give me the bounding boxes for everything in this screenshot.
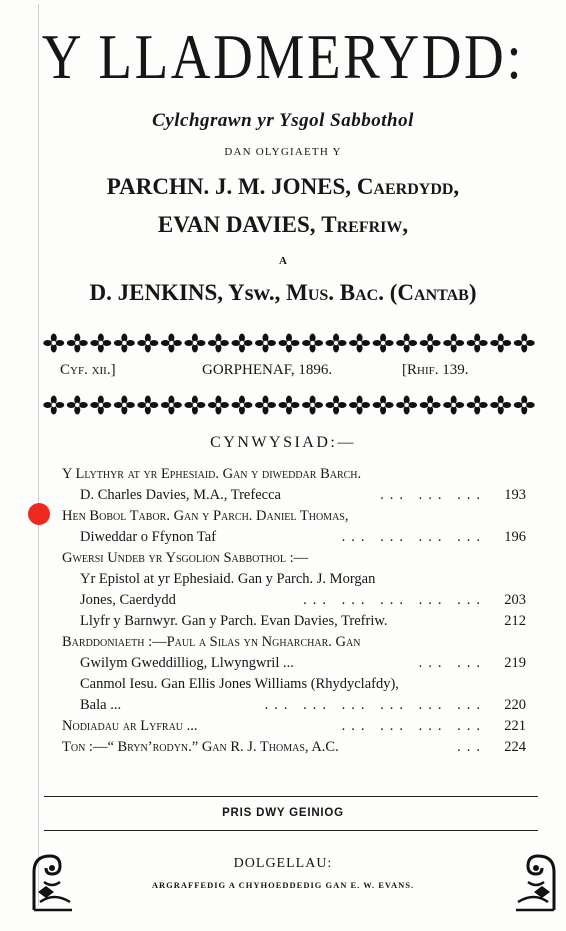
contents-leader-dots: ... ... ... ... ... xyxy=(303,592,486,608)
fleuron-icon xyxy=(514,334,535,353)
fleuron-icon xyxy=(208,334,229,353)
contents-page-number: 220 xyxy=(504,697,526,713)
fleuron-icon xyxy=(114,334,135,353)
fleuron-icon xyxy=(114,396,135,415)
contents-leader-dots: ... ... xyxy=(418,655,486,671)
contents-leader-dots: ... ... ... xyxy=(380,487,486,503)
contents-page-number: 224 xyxy=(504,739,526,755)
fleuron-icon xyxy=(490,396,511,415)
fleuron-icon xyxy=(161,334,182,353)
contents-leader-dots: ... ... ... ... xyxy=(341,529,486,545)
contents-entry-text: D. Charles Davies, M.A., Trefecca xyxy=(80,487,281,503)
contents-entry xyxy=(62,590,526,611)
price-label: PRIS DWY GEINIOG xyxy=(222,807,344,819)
publication-place: DOLGELLAU: xyxy=(233,856,333,871)
contents-entry xyxy=(62,527,526,548)
fleuron-border-top xyxy=(42,332,536,354)
contents-entry xyxy=(62,716,526,737)
issue-volume: Cyf. xii.] xyxy=(60,362,116,378)
fleuron-icon xyxy=(184,396,205,415)
contents-page-number: 196 xyxy=(504,529,526,545)
contents-heading: CYNWYSIAD:— xyxy=(210,434,356,451)
fleuron-icon xyxy=(231,396,252,415)
fleuron-icon xyxy=(396,334,417,353)
contents-entry xyxy=(62,506,526,527)
editor-university: (Cantab) xyxy=(389,280,477,305)
fleuron-border-bottom xyxy=(42,394,536,416)
fleuron-icon xyxy=(349,334,370,353)
fleuron-icon xyxy=(43,334,64,353)
contents-page-number: 219 xyxy=(504,655,526,671)
contents-entry xyxy=(62,611,526,632)
contents-page-number: 193 xyxy=(504,487,526,503)
fleuron-icon xyxy=(90,334,111,353)
contents-entry-text: Gwilym Gweddilliog, Llwyngwril ... xyxy=(80,655,294,671)
fleuron-icon xyxy=(373,334,394,353)
editor-name: PARCHN. J. M. JONES, xyxy=(106,174,352,199)
fleuron-icon xyxy=(514,396,535,415)
fleuron-icon xyxy=(279,334,300,353)
contents-entry-text: Canmol Iesu. Gan Ellis Jones Williams (Rhydyclafdy), xyxy=(80,676,399,692)
contents-entry-text: Y Llythyr at yr Ephesiaid. Gan y diweddar Barch. xyxy=(62,466,362,482)
contents-entry xyxy=(62,674,526,695)
contents-leader-dots: ... xyxy=(457,739,486,755)
fleuron-icon xyxy=(420,396,441,415)
contents-entry-text: Hen Bobol Tabor. Gan y Parch. Daniel Thomas, xyxy=(62,508,349,524)
editor-name: D. JENKINS, xyxy=(89,280,224,305)
contents-entry-text: Llyfr y Barnwyr. Gan y Parch. Evan Davies, Trefriw. xyxy=(80,613,388,629)
divider-rule xyxy=(44,796,538,797)
fleuron-icon xyxy=(67,396,88,415)
contents-entry xyxy=(62,695,526,716)
fleuron-icon xyxy=(490,334,511,353)
contents-entry xyxy=(62,464,526,485)
table-of-contents xyxy=(62,464,526,758)
editor-line-2 xyxy=(0,212,566,238)
fleuron-icon xyxy=(67,334,88,353)
editor-line-3 xyxy=(0,280,566,306)
editor-intro: DAN OLYGIAETH Y xyxy=(224,146,342,158)
editor-title: Ysw., xyxy=(227,280,281,305)
editor-degree: Mus. Bac. xyxy=(286,280,384,305)
editor-conjunction: A xyxy=(279,255,287,267)
editor-line-1 xyxy=(0,174,566,200)
fleuron-icon xyxy=(43,396,64,415)
fleuron-icon xyxy=(467,334,488,353)
editor-place: Caerdydd, xyxy=(356,174,460,199)
fleuron-icon xyxy=(467,396,488,415)
contents-entry xyxy=(62,737,526,758)
contents-entry-text: Gwersi Undeb yr Ysgolion Sabbothol :— xyxy=(62,550,309,566)
fleuron-icon xyxy=(137,334,158,353)
fleuron-icon xyxy=(420,334,441,353)
fleuron-icon xyxy=(373,396,394,415)
fleuron-icon xyxy=(279,396,300,415)
contents-entry xyxy=(62,548,526,569)
contents-entry-text: Jones, Caerdydd xyxy=(80,592,176,608)
fleuron-icon xyxy=(137,396,158,415)
issue-date: GORPHENAF, 1896. xyxy=(202,362,333,378)
contents-entry xyxy=(62,485,526,506)
contents-entry-text: Yr Epistol at yr Ephesiaid. Gan y Parch. J. Morgan xyxy=(80,571,376,587)
fleuron-icon xyxy=(443,396,464,415)
contents-entry-text: Diweddar o Ffynon Taf xyxy=(80,529,217,545)
divider-rule xyxy=(44,830,538,831)
editor-place: Trefriw, xyxy=(321,212,409,237)
fleuron-icon xyxy=(184,334,205,353)
contents-entry xyxy=(62,569,526,590)
magazine-title: Y LLADMERYDD: xyxy=(41,21,525,92)
fleuron-icon xyxy=(443,334,464,353)
fleuron-icon xyxy=(302,334,323,353)
contents-page-number: 221 xyxy=(504,718,526,734)
contents-entry-text: Nodiadau ar Lyfrau ... xyxy=(62,718,198,734)
editor-name: EVAN DAVIES, xyxy=(157,212,316,237)
contents-entry-text: Ton :—“ Bryn’rodyn.” Gan R. J. Thomas, A.C. xyxy=(62,739,339,755)
fleuron-icon xyxy=(255,334,276,353)
page-edge-line xyxy=(38,4,39,906)
fleuron-icon xyxy=(255,396,276,415)
contents-entry-text: Bala ... xyxy=(80,697,122,713)
contents-leader-dots: ... ... ... ... xyxy=(341,718,486,734)
contents-page-number: 203 xyxy=(504,592,526,608)
fleuron-icon xyxy=(161,396,182,415)
contents-page-number: 212 xyxy=(504,613,526,629)
fleuron-icon xyxy=(326,396,347,415)
contents-entry xyxy=(62,632,526,653)
contents-entry xyxy=(62,653,526,674)
printer-line: ARGRAFFEDIG A CHYHOEDDEDIG GAN E. W. EVANS. xyxy=(151,880,415,890)
fleuron-icon xyxy=(231,334,252,353)
contents-entry-text: Barddoniaeth :—Paul a Silas yn Ngharchar. Gan xyxy=(62,634,361,650)
red-dot-marker xyxy=(28,503,50,525)
contents-leader-dots: ... ... ... ... ... ... xyxy=(264,697,486,713)
fleuron-icon xyxy=(302,396,323,415)
fleuron-icon xyxy=(396,396,417,415)
fleuron-icon xyxy=(349,396,370,415)
fleuron-icon xyxy=(208,396,229,415)
fleuron-icon xyxy=(326,334,347,353)
issue-number: [Rhif. 139. xyxy=(402,362,469,378)
fleuron-icon xyxy=(90,396,111,415)
magazine-subtitle: Cylchgrawn yr Ysgol Sabbothol xyxy=(152,110,414,131)
